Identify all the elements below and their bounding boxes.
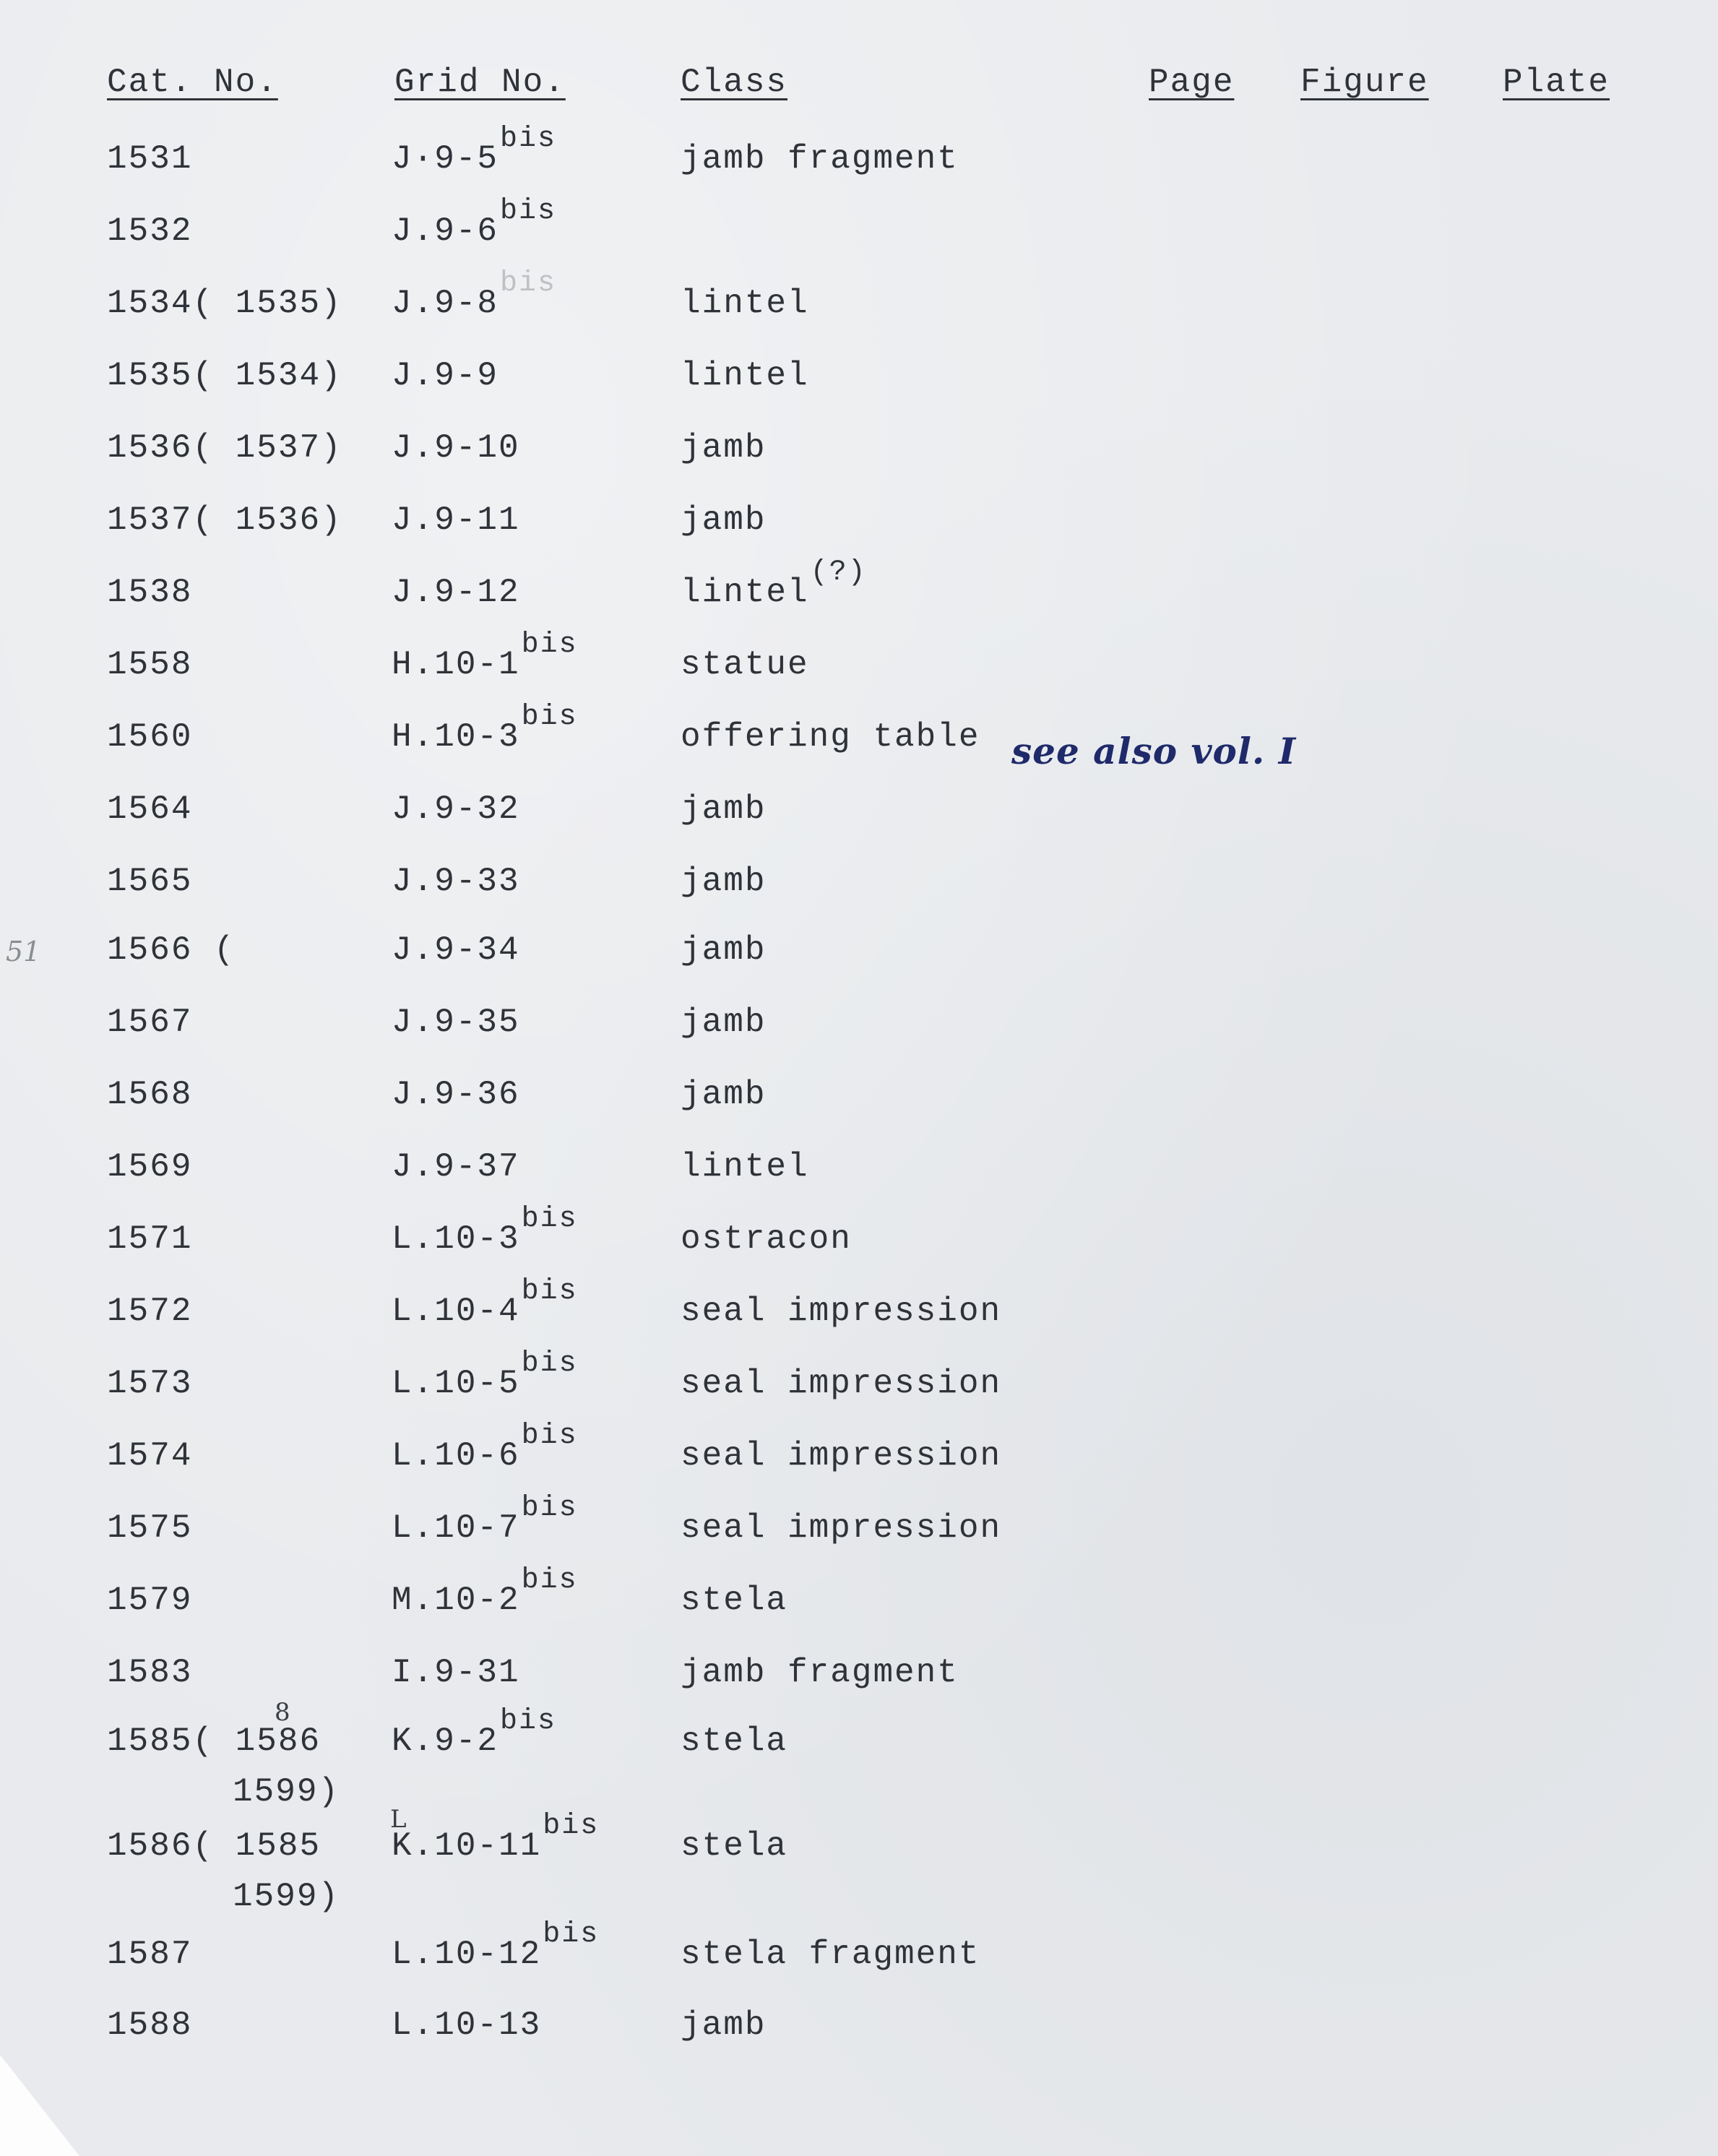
grid-no-cell <box>392 1348 578 1402</box>
class-text: seal impression <box>681 1293 1002 1330</box>
table-row <box>0 1149 1718 1221</box>
table-row <box>0 195 1718 285</box>
class-cell <box>681 1582 787 1619</box>
header-cat-no: Cat. No. <box>107 64 278 101</box>
grid-no-superscript: bis <box>521 1564 578 1597</box>
class-text: stela <box>681 1582 788 1619</box>
cat-no-cell: 1564 <box>107 790 193 828</box>
grid-no-cell <box>392 1705 557 1760</box>
class-text: stela <box>681 1827 788 1865</box>
class-text: jamb fragment <box>681 140 959 178</box>
grid-no-cell <box>392 701 578 756</box>
class-cell <box>681 932 766 969</box>
cat-no-cell: 1583 <box>107 1654 193 1691</box>
grid-no-cell <box>392 267 557 322</box>
class-cell <box>681 358 809 394</box>
grid-no-text: L.10-4 <box>392 1293 520 1330</box>
grid-no-cell <box>392 1077 520 1113</box>
grid-no-text: J.9-33 <box>392 863 520 900</box>
cat-no-cell: 1565 <box>107 863 193 900</box>
class-cell <box>681 430 766 467</box>
grid-no-text: L.10-6 <box>392 1437 520 1475</box>
cat-no-cell: 1568 <box>107 1076 193 1113</box>
handwritten-note: see also vol. I <box>1011 730 1297 772</box>
table-row <box>0 1655 1718 1727</box>
class-cell <box>681 1149 809 1186</box>
header-plate: Plate <box>1503 64 1610 101</box>
cat-no-cell: 1538 <box>107 574 193 611</box>
grid-no-cell <box>392 123 557 178</box>
grid-no-superscript: bis <box>543 1918 600 1951</box>
table-row <box>0 1004 1718 1077</box>
table-row <box>0 932 1718 1004</box>
grid-no-cell <box>392 1203 578 1258</box>
grid-no-cell <box>392 1275 578 1330</box>
class-cell <box>681 1828 787 1865</box>
class-text: offering table <box>681 718 980 756</box>
cat-no-cell: 1536( 1537) <box>107 429 342 467</box>
cat-no-cell: 1579 <box>107 1582 193 1619</box>
grid-no-text: M.10-2 <box>392 1582 520 1619</box>
table-row <box>0 1348 1718 1438</box>
class-cell <box>681 1936 980 1973</box>
grid-no-superscript: bis <box>521 1420 578 1452</box>
grid-no-text: J.9-8 <box>392 285 499 322</box>
class-text: jamb <box>681 863 767 900</box>
grid-no-cell <box>392 863 520 900</box>
class-cell <box>681 141 959 178</box>
cat-no-cell: 1535( 1534) <box>107 357 342 394</box>
table-row <box>0 267 1718 358</box>
header-grid-no: Grid No. <box>394 64 566 101</box>
grid-no-text: J.9-32 <box>392 790 520 828</box>
class-text: lintel <box>681 357 809 394</box>
class-cell <box>681 1723 787 1760</box>
grid-no-superscript: bis <box>521 629 578 661</box>
class-text: seal impression <box>681 1365 1002 1402</box>
cat-no-cell: 1575 <box>107 1509 193 1547</box>
table-row <box>0 1705 1718 1811</box>
class-cell <box>681 285 809 322</box>
header-class: Class <box>681 64 788 101</box>
grid-no-cell <box>392 430 520 467</box>
cat-no-cell: 1572 <box>107 1293 193 1330</box>
table-row <box>0 1810 1718 1915</box>
class-text: jamb <box>681 1076 767 1113</box>
grid-no-text: J.9-37 <box>392 1148 520 1186</box>
cat-no-cell: 1566 ( <box>107 931 236 969</box>
class-text: jamb fragment <box>681 1654 959 1691</box>
grid-no-superscript: bis <box>521 1492 578 1525</box>
grid-no-cell <box>392 1420 578 1475</box>
table-row <box>0 1564 1718 1655</box>
table-row <box>0 1275 1718 1366</box>
class-text: jamb <box>681 790 767 828</box>
class-text: seal impression <box>681 1437 1002 1475</box>
cat-no-cell: 1567 <box>107 1004 193 1041</box>
grid-no-cell <box>392 1564 578 1619</box>
cat-no-cell: 1531 <box>107 140 193 178</box>
class-text: statue <box>681 646 809 684</box>
table-row <box>0 2007 1718 2079</box>
grid-no-text: J.9-11 <box>392 501 520 539</box>
class-text: jamb <box>681 1004 767 1041</box>
grid-no-cell <box>392 2007 541 2044</box>
grid-no-text: J·9-5 <box>392 140 499 178</box>
class-text: ostracon <box>681 1220 852 1258</box>
cat-no-cell: 1573 <box>107 1365 193 1402</box>
cat-no-cell: 1532 <box>107 212 193 250</box>
class-superscript: (?) <box>810 556 867 589</box>
cat-no-crossref-cell: 1599) <box>233 1878 340 1915</box>
class-cell <box>681 1293 1001 1330</box>
cat-no-cell: 1558 <box>107 646 193 684</box>
grid-no-superscript: bis <box>500 123 557 155</box>
grid-no-text: J.9-9 <box>392 357 499 394</box>
grid-no-text: I.9-31 <box>392 1654 520 1691</box>
table-row <box>0 1077 1718 1149</box>
cat-no-cell: 1537( 1536) <box>107 501 342 539</box>
cat-no-cell: 1574 <box>107 1437 193 1475</box>
grid-no-text: J.9-6 <box>392 212 499 250</box>
class-text: lintel <box>681 1148 809 1186</box>
class-text: stela fragment <box>681 1936 980 1973</box>
grid-no-text: J.9-10 <box>392 429 520 467</box>
class-cell <box>681 2007 766 2044</box>
class-cell <box>681 1077 766 1113</box>
grid-no-cell <box>392 1810 600 1865</box>
folded-corner <box>0 2055 79 2156</box>
table-row <box>0 791 1718 863</box>
grid-no-text: H.10-3 <box>392 718 520 756</box>
grid-no-superscript: bis <box>500 1705 557 1738</box>
grid-no-text: L.10-5 <box>392 1365 520 1402</box>
class-cell <box>681 863 766 900</box>
table-row <box>0 1492 1718 1582</box>
class-text: lintel <box>681 574 809 611</box>
cat-no-crossref-cell: 1599) <box>233 1773 340 1811</box>
header-figure: Figure <box>1300 64 1429 101</box>
grid-no-cell <box>392 629 578 684</box>
table-row <box>0 358 1718 430</box>
grid-no-cell <box>392 1492 578 1547</box>
grid-no-superscript: bis <box>500 267 557 300</box>
table-row <box>0 629 1718 719</box>
grid-no-text: L.10-3 <box>392 1220 520 1258</box>
grid-no-cell <box>392 1149 520 1186</box>
class-text: seal impression <box>681 1509 1002 1547</box>
grid-no-text: J.9-36 <box>392 1076 520 1113</box>
class-cell <box>681 502 766 539</box>
grid-no-cell <box>392 1918 600 1973</box>
class-cell <box>681 647 809 684</box>
class-text: jamb <box>681 931 767 969</box>
grid-no-cell <box>392 358 498 394</box>
class-text: stela <box>681 1722 788 1760</box>
grid-no-superscript: bis <box>543 1810 600 1842</box>
class-cell <box>681 1510 1001 1547</box>
class-text: jamb <box>681 501 767 539</box>
class-cell <box>681 556 867 611</box>
class-cell <box>681 791 766 828</box>
class-cell <box>681 1655 959 1691</box>
table-row <box>0 863 1718 936</box>
grid-no-text: K.9-2 <box>392 1722 499 1760</box>
table-row <box>0 430 1718 502</box>
grid-no-superscript: bis <box>521 1275 578 1308</box>
grid-no-cell <box>392 932 520 969</box>
grid-no-text: L.10-12 <box>392 1936 542 1973</box>
table-row <box>0 123 1718 213</box>
table-row <box>0 1203 1718 1293</box>
cat-no-cell: 1585( 1586 <box>107 1722 321 1760</box>
grid-no-cell <box>392 574 520 611</box>
table-row <box>0 556 1718 647</box>
class-text: lintel <box>681 285 809 322</box>
cat-no-cell: 1560 <box>107 718 193 756</box>
grid-no-cell <box>392 195 557 250</box>
table-row <box>0 1918 1718 2009</box>
grid-no-cell <box>392 791 520 828</box>
cat-no-cell: 1588 <box>107 2006 193 2044</box>
cat-no-cell: 1587 <box>107 1936 193 1973</box>
cat-no-cell: 1569 <box>107 1148 193 1186</box>
grid-no-text: L.10-13 <box>392 2006 542 2044</box>
cat-no-cell: 1586( 1585 <box>107 1827 321 1865</box>
class-text: jamb <box>681 429 767 467</box>
correction-mark-l: L <box>390 1805 407 1834</box>
class-cell <box>681 1004 766 1041</box>
table-row <box>0 1420 1718 1510</box>
cat-no-cell: 1534( 1535) <box>107 285 342 322</box>
grid-no-superscript: bis <box>521 701 578 733</box>
grid-no-text: J.9-35 <box>392 1004 520 1041</box>
table-row <box>0 701 1718 791</box>
grid-no-cell <box>392 1655 520 1691</box>
class-cell <box>681 1366 1001 1402</box>
class-text: jamb <box>681 2006 767 2044</box>
header-page: Page <box>1149 64 1235 101</box>
cat-no-cell: 1571 <box>107 1220 193 1258</box>
grid-no-text: H.10-1 <box>392 646 520 684</box>
correction-mark-8: 8 <box>275 1698 290 1727</box>
class-cell <box>681 1438 1001 1475</box>
grid-no-superscript: bis <box>521 1348 578 1380</box>
grid-no-superscript: bis <box>500 195 557 228</box>
grid-no-superscript: bis <box>521 1203 578 1236</box>
grid-no-text: J.9-34 <box>392 931 520 969</box>
class-cell <box>681 1221 852 1258</box>
class-cell <box>681 719 980 756</box>
margin-mark: 51 <box>6 936 41 967</box>
grid-no-text: J.9-12 <box>392 574 520 611</box>
grid-no-cell <box>392 1004 520 1041</box>
grid-no-text: K.10-11 <box>392 1827 542 1865</box>
grid-no-cell <box>392 502 520 539</box>
grid-no-text: L.10-7 <box>392 1509 520 1547</box>
